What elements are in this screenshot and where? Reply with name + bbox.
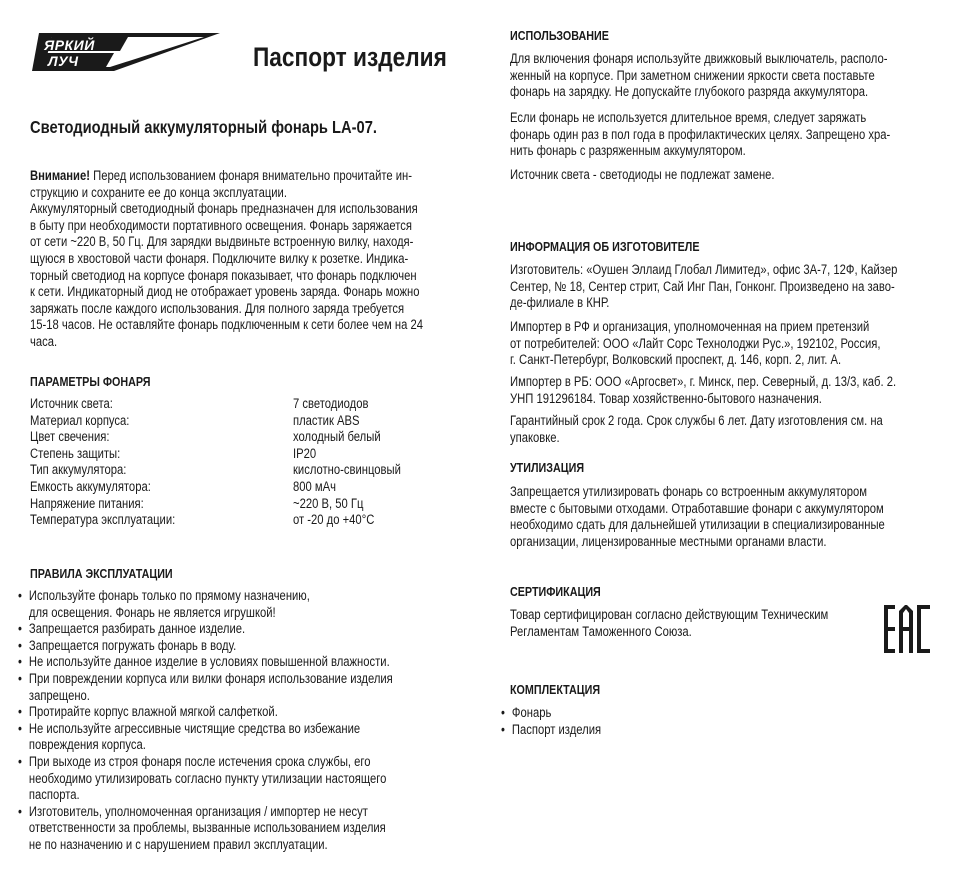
rule-item: • Изготовитель, уполномоченная организация / импортер не несут ответственности за проблемы, вызванные использованием изделия не по назначению и с нарушением правил эксплуатации. bbox=[18, 804, 393, 854]
param-label: Емкость аккумулятора: bbox=[30, 478, 151, 494]
param-value: 7 светодиодов bbox=[293, 396, 369, 411]
package-item: • Паспорт изделия bbox=[501, 722, 601, 739]
disposal-heading: УТИЛИЗАЦИЯ bbox=[510, 460, 585, 475]
param-label: Цвет свечения: bbox=[30, 429, 110, 445]
intro-line: торный светодиод на корпусе фонаря показывает, что фонарь подключен bbox=[30, 267, 417, 283]
certification-text: Товар сертифицирован согласно действующим Техническим Регламентам Таможенного Союза. bbox=[510, 607, 829, 639]
param-value: 800 мАч bbox=[293, 478, 336, 494]
intro-line: Аккумуляторный светодиодный фонарь предназначен для использования bbox=[30, 201, 418, 217]
rule-item: • Не используйте данное изделие в условиях повышенной влажности. bbox=[18, 654, 393, 671]
eac-mark-icon bbox=[884, 605, 930, 653]
manufacturer-paragraph: Изготовитель: «Оушен Эллаид Глобал Лимитед», офис 3А-7, 12Ф, Кайзер Сентер, № 18, Сентер стрит, Сай Инг Пан, Гонконг. Произведено на заво- де-филиале в КНР. bbox=[510, 262, 898, 311]
intro-section bbox=[30, 168, 423, 351]
manufacturer-paragraph: Импортер в РБ: ООО «Аргосвет», г. Минск, пер. Северный, д. 13/3, каб. 2. УНП 191296184. Товар хозяйственно-бытового назначения. bbox=[510, 374, 897, 406]
manufacturer-paragraph: Гарантийный срок 2 года. Срок службы 6 лет. Дату изготовления см. на упаковке. bbox=[510, 413, 883, 445]
param-label: Напряжение питания: bbox=[30, 495, 144, 511]
rule-item: • Не используйте агрессивные чистящие средства во избежание повреждения корпуса. bbox=[18, 721, 393, 754]
product-subtitle: Светодиодный аккумуляторный фонарь LA-07. bbox=[30, 117, 377, 137]
param-label: Степень защиты: bbox=[30, 445, 121, 461]
param-value: IP20 bbox=[293, 445, 317, 461]
intro-line: 15-18 часов. Не оставляйте фонарь подключенным к сети более чем на 24 bbox=[30, 317, 423, 333]
package-heading: КОМПЛЕКТАЦИЯ bbox=[510, 682, 601, 697]
rules-list bbox=[18, 588, 393, 854]
params-heading: ПАРАМЕТРЫ ФОНАРЯ bbox=[30, 374, 151, 389]
param-value: пластик ABS bbox=[293, 412, 360, 428]
page-title: Паспорт изделия bbox=[253, 42, 447, 72]
intro-line: в быту при необходимости портативного освещения. Фонарь заряжается bbox=[30, 217, 412, 233]
eac-mark-svg bbox=[884, 605, 930, 653]
intro-line: часа. bbox=[30, 333, 58, 349]
rules-heading: ПРАВИЛА ЭКСПЛУАТАЦИИ bbox=[30, 566, 173, 581]
param-value: кислотно-свинцовый bbox=[293, 462, 401, 478]
param-value: холодный белый bbox=[293, 429, 381, 445]
manufacturer-paragraph: Импортер в РФ и организация, уполномоченная на прием претензий от потребителей: ООО «Лайт Сорс Технолоджи Рус.», 192102, Россия, г. Санкт-Петербург, Волковский проспект, д. 146, корп. 2, лит. А. bbox=[510, 319, 881, 368]
package-list bbox=[501, 705, 601, 738]
package-item: • Фонарь bbox=[501, 705, 601, 722]
brand-logo bbox=[22, 30, 222, 74]
brand-name-line2: ЛУЧ bbox=[48, 53, 79, 69]
param-label: Тип аккумулятора: bbox=[30, 462, 127, 478]
intro-line: струкцию и сохраните ее до конца эксплуатации. bbox=[30, 184, 287, 200]
param-label: Материал корпуса: bbox=[30, 412, 130, 428]
param-label: Температура эксплуатации: bbox=[30, 512, 176, 528]
certification-heading: СЕРТИФИКАЦИЯ bbox=[510, 584, 601, 599]
rule-item: • При повреждении корпуса или вилки фонаря использование изделия запрещено. bbox=[18, 671, 393, 704]
usage-paragraph: Если фонарь не используется длительное время, следует заряжать фонарь один раз в пол года в профилактических целях. Запрещено хра- нить фонарь с разряженным аккумулятором. bbox=[510, 110, 891, 159]
usage-paragraph: Источник света - светодиоды не подлежат замене. bbox=[510, 167, 775, 182]
usage-paragraph: Для включения фонаря используйте движковый выключатель, располо- женный на корпусе. При заметном снижении яркости света поставьте фонарь на зарядку. Не допускайте глубокого разряда аккумулятора. bbox=[510, 51, 888, 100]
attention-label: Внимание! bbox=[30, 168, 90, 183]
disposal-text: Запрещается утилизировать фонарь со встроенным аккумулятором вместе с бытовыми отходами. Отработавшие фонари с аккумулятором необходимо сдать для дальнейшей утилизации в специализированные организации, лицензированные местными органами власти. bbox=[510, 484, 885, 549]
intro-line: от сети ~220 В, 50 Гц. Для зарядки выдвиньте встроенную вилку, находя- bbox=[30, 234, 414, 250]
intro-line: щуюся в хвостовой части фонаря. Подключите вилку к розетке. Индика- bbox=[30, 250, 409, 266]
param-label: Источник света: bbox=[30, 396, 113, 411]
rule-item: • При выходе из строя фонаря после истечения срока службы, его необходимо утилизировать согласно пункту утилизации настоящего паспорта. bbox=[18, 754, 393, 804]
intro-line: Перед использованием фонаря внимательно прочитайте ин- bbox=[89, 168, 413, 183]
usage-heading: ИСПОЛЬЗОВАНИЕ bbox=[510, 28, 609, 43]
rule-item: • Запрещается разбирать данное изделие. bbox=[18, 621, 393, 638]
params-table bbox=[30, 396, 421, 529]
rule-item: • Запрещается погружать фонарь в воду. bbox=[18, 638, 393, 655]
rule-item: • Используйте фонарь только по прямому назначению, для освещения. Фонарь не является игрушкой! bbox=[18, 588, 393, 621]
intro-line: заряжать после каждого использования. Для полного заряда требуется bbox=[30, 300, 405, 316]
manufacturer-heading: ИНФОРМАЦИЯ ОБ ИЗГОТОВИТЕЛЕ bbox=[510, 239, 700, 254]
intro-line: к сети. Индикаторный диод не отображает уровень заряда. Фонарь можно bbox=[30, 284, 420, 300]
brand-name-line1: ЯРКИЙ bbox=[44, 37, 95, 53]
param-value: от -20 до +40°С bbox=[293, 512, 375, 528]
rule-item: • Протирайте корпус влажной мягкой салфеткой. bbox=[18, 704, 393, 721]
param-value: ~220 В, 50 Гц bbox=[293, 495, 364, 511]
